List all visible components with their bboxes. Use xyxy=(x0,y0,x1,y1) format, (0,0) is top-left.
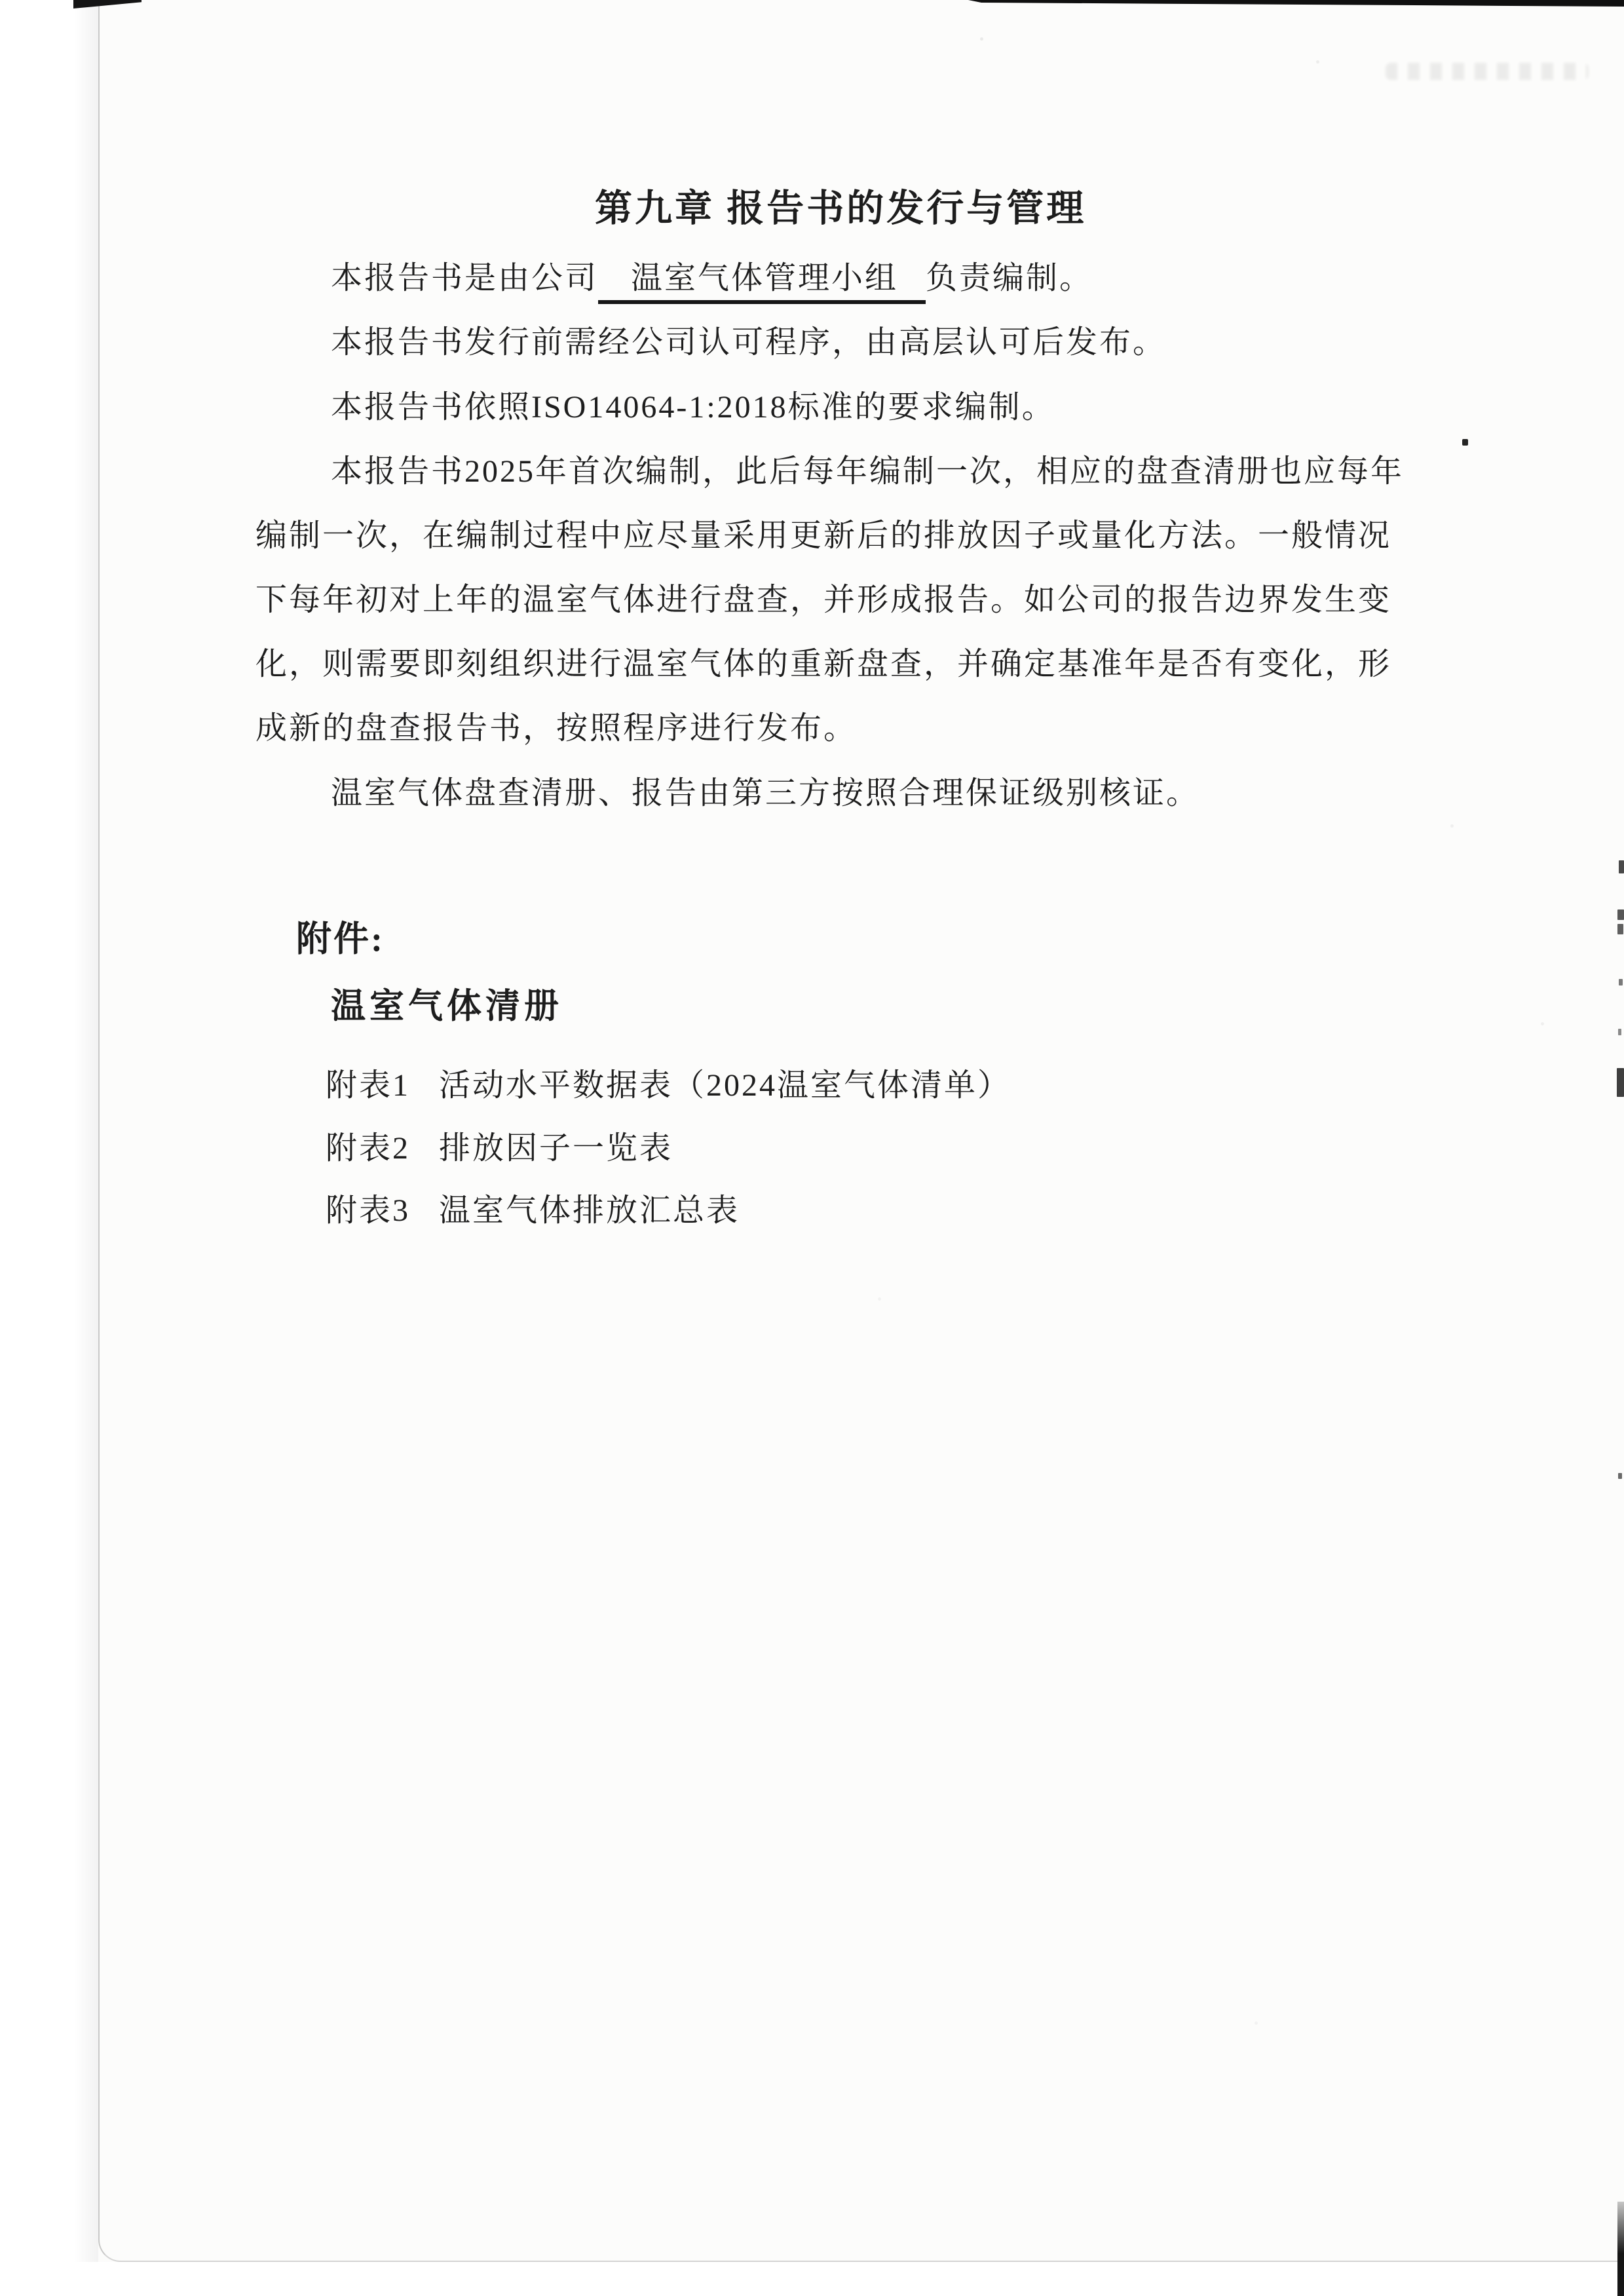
attachment-title: 排放因子一览表 xyxy=(439,1131,673,1166)
edge-glyph-fragment xyxy=(1619,979,1623,985)
attachment-title: 活动水平数据表（2024温室气体清单） xyxy=(439,1068,1011,1103)
edge-glyph-fragment xyxy=(1619,860,1624,873)
attachment-item xyxy=(326,1069,1011,1103)
edge-glyph-fragment xyxy=(1617,1068,1624,1097)
attachment-label: 附表1 xyxy=(326,1068,411,1103)
paragraph-line: 化，则需要即刻组织进行温室气体的重新盘查，并确定基准年是否有变化，形 xyxy=(255,647,1392,681)
edge-glyph-fragment xyxy=(1617,909,1624,920)
paragraph-line: 本报告书2025年首次编制，此后每年编制一次，相应的盘查清册也应每年 xyxy=(331,454,1405,489)
edge-glyph-fragment xyxy=(1618,1473,1622,1479)
chapter-title: 第九章 报告书的发行与管理 xyxy=(595,188,1087,229)
page-fold-shadow xyxy=(73,0,98,2262)
attachment-item xyxy=(326,1195,740,1228)
attachment-item xyxy=(326,1132,673,1166)
paragraph-line: 本报告书发行前需经公司认可程序，由高层认可后发布。 xyxy=(331,325,1167,360)
attachments-subheading: 温室气体清册 xyxy=(331,987,563,1025)
attachment-label: 附表2 xyxy=(326,1131,411,1166)
scan-noise xyxy=(0,0,3,3)
edge-glyph-fragment xyxy=(1618,1029,1621,1035)
intro-suffix: 负责编制。 xyxy=(926,261,1093,296)
edge-glyph-fragment xyxy=(1617,924,1623,934)
bleedthrough-smudge xyxy=(1386,63,1589,80)
intro-line xyxy=(331,262,1093,304)
paragraph-line: 下每年初对上年的温室气体进行盘查，并形成报告。如公司的报告边界发生变 xyxy=(255,583,1392,617)
filled-blank-team-name: 温室气体管理小组 xyxy=(598,262,926,304)
attachments-heading: 附件: xyxy=(296,919,385,959)
intro-prefix: 本报告书是由公司 xyxy=(331,261,599,296)
scan-artifact-bottom-right xyxy=(1617,2202,1624,2296)
attachment-label: 附表3 xyxy=(326,1193,411,1228)
paragraph-line: 编制一次，在编制过程中应尽量采用更新后的排放因子或量化方法。一般情况 xyxy=(255,518,1392,553)
paragraph-line: 温室气体盘查清册、报告由第三方按照合理保证级别核证。 xyxy=(331,776,1200,811)
paragraph-line: 本报告书依照ISO14064-1:2018标准的要求编制。 xyxy=(331,390,1055,425)
paragraph-line: 成新的盘查报告书，按照程序进行发布。 xyxy=(255,711,858,746)
attachment-title: 温室气体排放汇总表 xyxy=(439,1193,740,1228)
ink-speck xyxy=(1462,439,1468,446)
